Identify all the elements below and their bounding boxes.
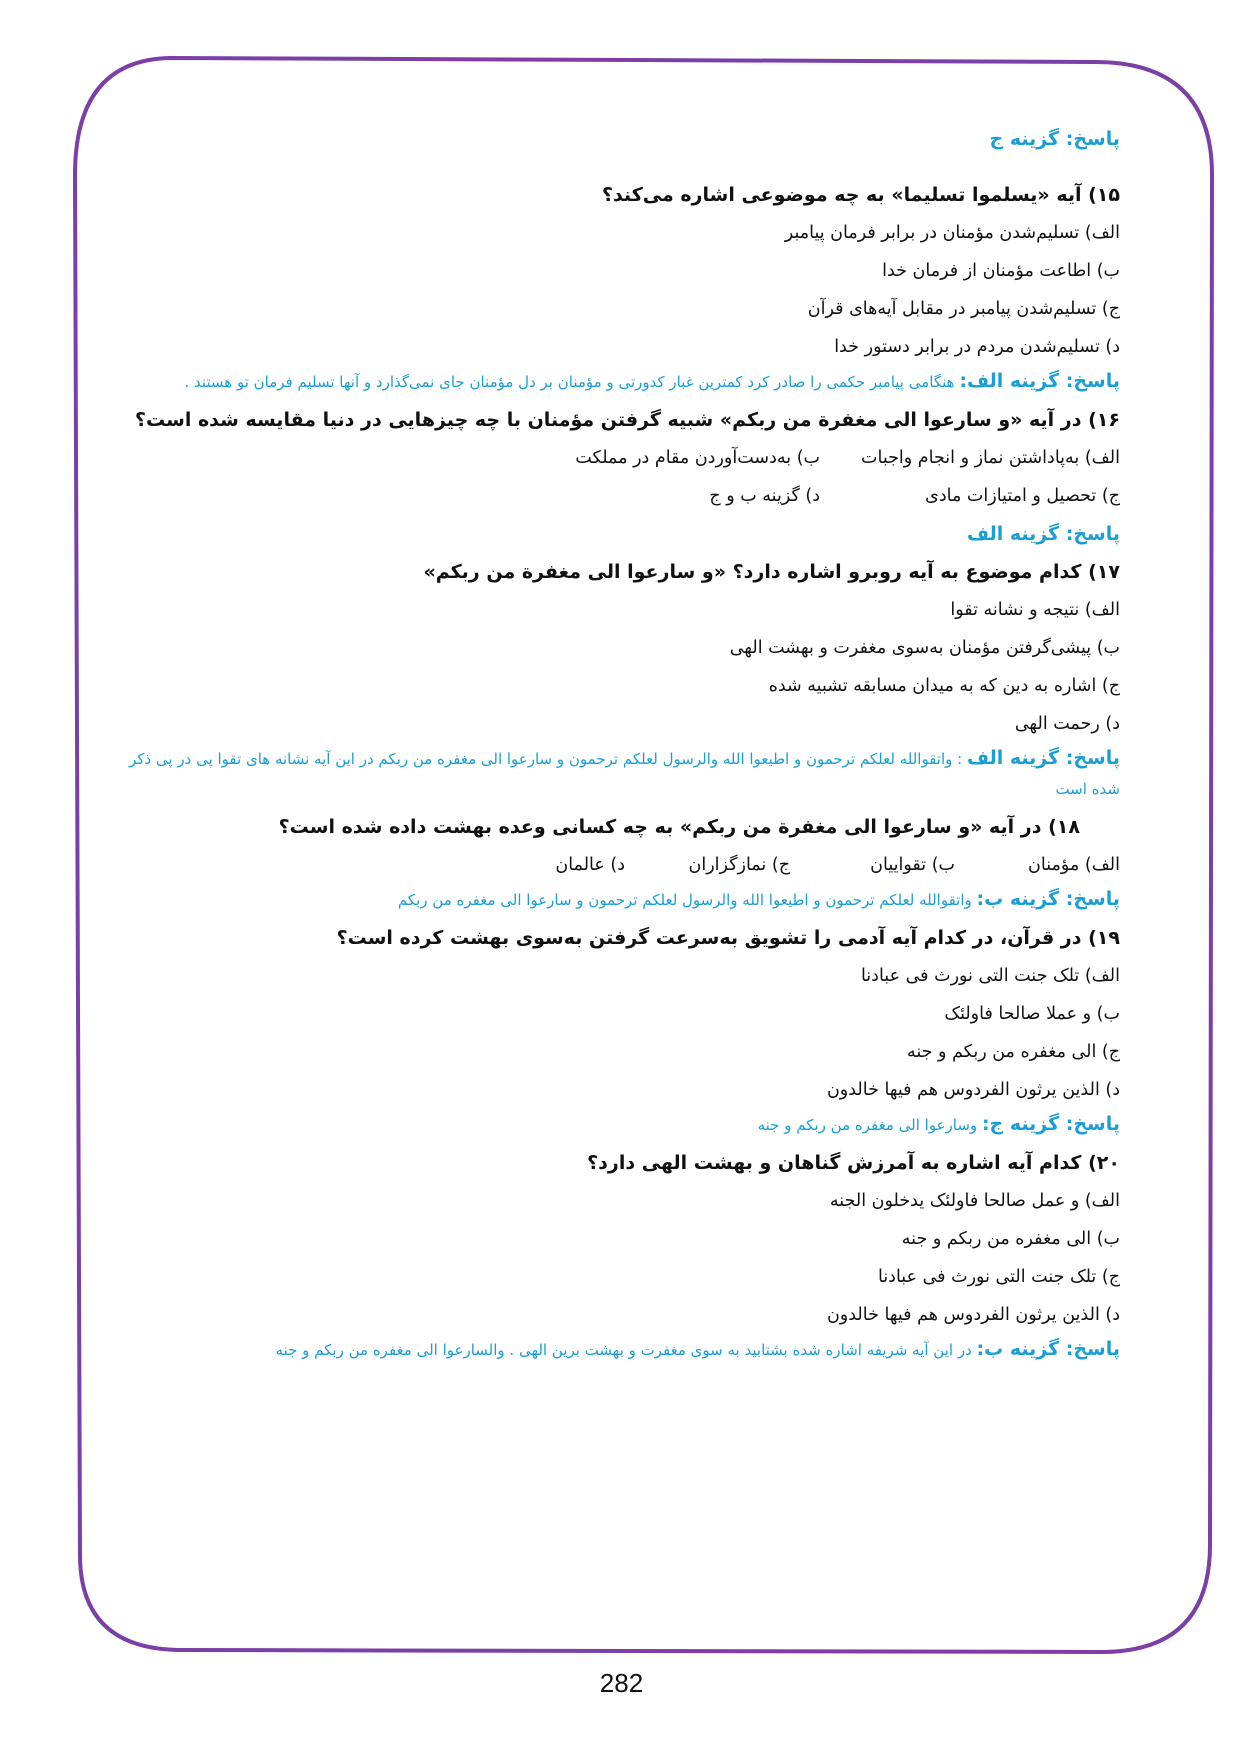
options-row — [112, 439, 1120, 477]
answer-label: پاسخ: گزینه ب: — [976, 1338, 1120, 1360]
option: د) الذین یرثون الفردوس هم فیها خالدون — [826, 1080, 1120, 1100]
option: ج) اشاره به دین که به میدان مسابقه تشبیه شده — [768, 676, 1120, 696]
answer-text: هنگامی پیامبر حکمی را صادر کرد کمترین غبار کدورتی و مؤمنان بر دل مؤمنان جای نمی‌گذارد و آنها تسلیم فرمان تو هستند . — [184, 373, 955, 391]
option: د) الذین یرثون الفردوس هم فیها خالدون — [826, 1305, 1120, 1325]
answer-18 — [112, 884, 1120, 915]
option: ب) اطاعت مؤمنان از فرمان خدا — [882, 261, 1120, 281]
option: د) گزینه ب و ج — [709, 486, 820, 506]
answer-20 — [112, 1334, 1120, 1365]
question-16: ۱۶) در آیه «و سارعوا الی مغفرة من ربکم» شبیه گرفتن مؤمنان با چه چیزهایی در دنیا مقایسه شده است؟ — [135, 409, 1120, 431]
option: الف) نتیجه و نشانه تقوا — [950, 600, 1120, 620]
question-17: ۱۷) کدام موضوع به آیه روبرو اشاره دارد؟ «و سارعوا الی مغفرة من ربکم» — [423, 561, 1120, 583]
question-15: ۱۵) آیه «یسلموا تسلیما» به چه موضوعی اشاره می‌کند؟ — [601, 184, 1120, 206]
options-row — [112, 846, 1120, 884]
option: ج) نمازگزاران — [688, 855, 790, 875]
answer-text: در این آیه شریفه اشاره شده بشتابید به سوی مغفرت و بهشت برین الهی . والسارعوا الی مغفره من ربکم و جنه — [275, 1341, 972, 1359]
option: د) عالمان — [555, 855, 625, 875]
answer-label: پاسخ: گزینه ب: — [976, 888, 1120, 910]
options-row — [112, 477, 1120, 515]
answer-15 — [112, 366, 1120, 397]
option: الف) تلک جنت التی نورث فی عبادنا — [860, 966, 1120, 986]
quiz-content — [112, 120, 1120, 1365]
answer-text: : واتقوالله لعلکم ترحمون و اطیعوا الله والرسول لعلکم ترحمون و سارعوا الی مغفره من ربکم در این آیه نشانه های تقوا پی در پی ذکر شده است — [129, 750, 1120, 798]
option: ب) و عملا صالحا فاولئک — [944, 1004, 1120, 1024]
option: الف) و عمل صالحا فاولئک یدخلون الجنه — [829, 1191, 1120, 1211]
option: ج) تسلیم‌شدن پیامبر در مقابل آیه‌های قرآن — [807, 299, 1120, 319]
option: ج) تحصیل و امتیازات مادی — [925, 486, 1120, 506]
question-19: ۱۹) در قرآن، در کدام آیه آدمی را تشویق به‌سرعت گرفتن به‌سوی بهشت کرده است؟ — [336, 927, 1120, 949]
option: ج) تلک جنت التی نورث فی عبادنا — [877, 1267, 1120, 1287]
option: الف) به‌پاداشتن نماز و انجام واجبات — [861, 448, 1120, 468]
question-18: ۱۸) در آیه «و سارعوا الی مغفرة من ربکم» به چه کسانی وعده بهشت داده شده است؟ — [278, 816, 1080, 838]
option: الف) مؤمنان — [1028, 855, 1120, 875]
answer-text: واتقوالله لعلکم ترحمون و اطیعوا الله والرسول لعلکم ترحمون و سارعوا الی مغفره من ربکم — [397, 891, 972, 909]
option: ب) الی مغفره من ربکم و جنه — [901, 1229, 1120, 1249]
answer-16: پاسخ: گزینه الف — [966, 523, 1120, 545]
answer-label: پاسخ: گزینه الف — [966, 747, 1120, 769]
option: د) تسلیم‌شدن مردم در برابر دستور خدا — [834, 337, 1120, 357]
option: د) رحمت الهی — [1014, 714, 1120, 734]
question-20: ۲۰) کدام آیه اشاره به آمرزش گناهان و بهشت الهی دارد؟ — [587, 1152, 1120, 1174]
answer-text: وسارعوا الی مغفره من ربکم و جنه — [757, 1116, 978, 1134]
option: ب) تقواییان — [870, 855, 955, 875]
page-number: 282 — [599, 1668, 644, 1698]
answer-19 — [112, 1109, 1120, 1140]
answer-label: پاسخ: گزینه الف: — [959, 370, 1120, 392]
answer-17 — [112, 743, 1120, 804]
top-answer: پاسخ: گزینه ج — [989, 128, 1120, 150]
option: ج) الی مغفره من ربکم و جنه — [906, 1042, 1120, 1062]
option: ب) پیشی‌گرفتن مؤمنان به‌سوی مغفرت و بهشت الهی — [729, 638, 1120, 658]
answer-label: پاسخ: گزینه ج: — [981, 1113, 1120, 1135]
option: ب) به‌دست‌آوردن مقام در مملکت — [575, 448, 820, 468]
option: الف) تسلیم‌شدن مؤمنان در برابر فرمان پیامبر — [784, 223, 1120, 243]
